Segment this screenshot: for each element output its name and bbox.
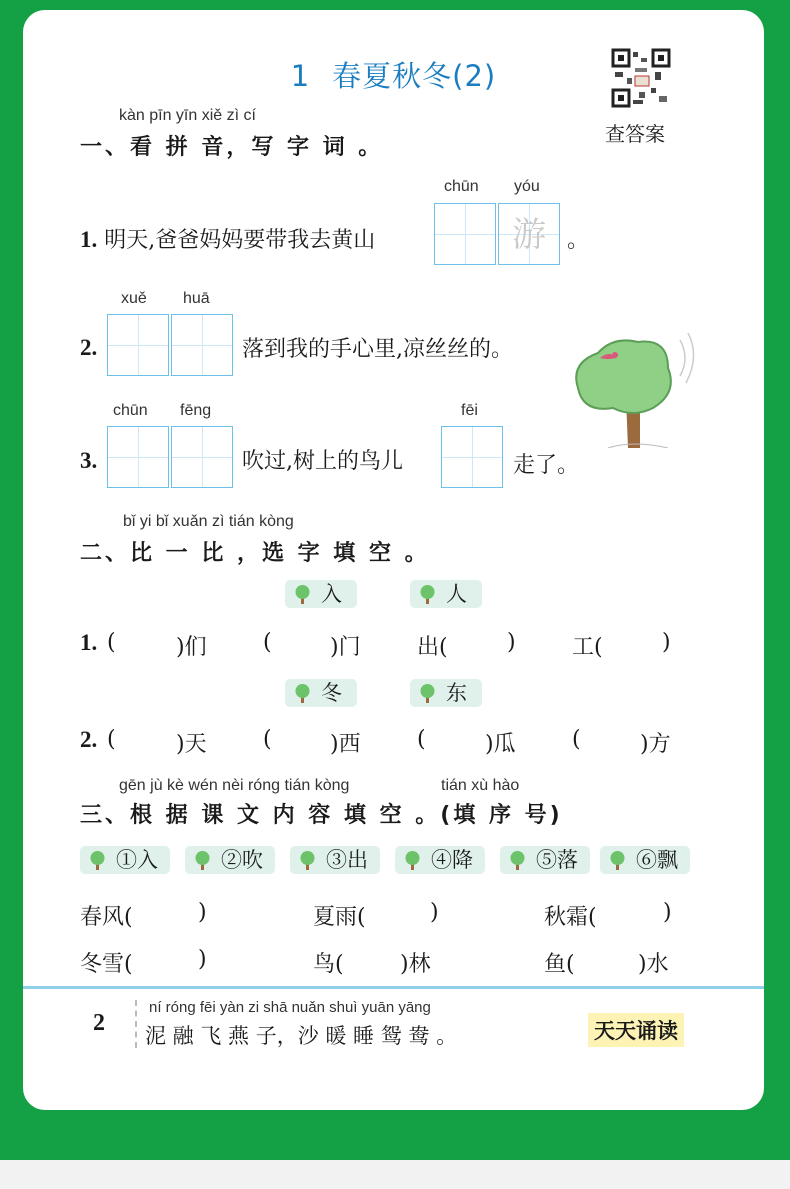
q1-pinyin-2: yóu [514, 178, 540, 195]
section3-pinyin-2: tián xù hào [441, 777, 520, 794]
option-4: ④降 [395, 846, 485, 874]
tree-icon [606, 849, 630, 871]
option-chip-dong-east: 东 [410, 679, 482, 707]
section1-heading: 一、看 拼 音，写 字 词 。 [80, 135, 384, 160]
worksheet-page [23, 10, 764, 1110]
tree-icon [191, 849, 215, 871]
daily-reading-label: 天天诵读 [588, 1013, 684, 1047]
q3-pinyin-2: fēng [180, 402, 212, 419]
s3-row2: 冬雪( ) 鸟( )林 鱼( )水 [80, 947, 669, 977]
option-chip-ren: 人 [410, 580, 482, 608]
option-1: ①入 [80, 846, 170, 874]
tree-icon [291, 583, 315, 605]
qr-code-icon[interactable] [611, 48, 671, 108]
section2-pinyin: bǐ yi bǐ xuǎn zì tián kòng [123, 513, 294, 530]
section2-heading: 二、比 一 比 ，选 字 填 空 。 [80, 541, 430, 566]
s3-row1: 春风( ) 夏雨( ) 秋霜( ) [80, 900, 672, 930]
check-answers-label: 查答案 [605, 122, 665, 146]
footer-divider [23, 986, 764, 989]
option-3: ③出 [290, 846, 380, 874]
s2-row1: 1. ( )们 ( )门 出( ) 工( ) [80, 630, 671, 660]
q3-answer-box-1[interactable] [107, 426, 169, 488]
option-6: ⑥飘 [600, 846, 690, 874]
q1-line: 1. 明天,爸爸妈妈要带我去黄山 [80, 227, 376, 253]
footer-pinyin: ní róng fēi yàn zi shā nuǎn shuì yuān yāng [149, 999, 431, 1016]
q1-answer-box-2[interactable]: 游 [498, 203, 560, 265]
footer-dashed-line [135, 1000, 137, 1048]
q3-pinyin-3: fēi [461, 402, 478, 419]
q2-answer-box-1[interactable] [107, 314, 169, 376]
q2-num: 2. [80, 335, 98, 360]
option-chip-ru: 入 [285, 580, 357, 608]
tree-icon [506, 849, 530, 871]
option-chip-dong-winter: 冬 [285, 679, 357, 707]
q1-end: 。 [567, 228, 590, 253]
q3-text: 吹过,树上的鸟儿 [242, 449, 403, 474]
s2-row2: 2. ( )天 ( )西 ( )瓜 ( )方 [80, 727, 671, 757]
section3-heading: 三、根 据 课 文 内 容 填 空 。(填 序 号) [80, 803, 563, 828]
tree-icon [291, 682, 315, 704]
q3-end: 走了。 [513, 453, 580, 478]
q2-pinyin-2: huā [183, 290, 210, 307]
q3-answer-box-2[interactable] [171, 426, 233, 488]
section1-pinyin: kàn pīn yīn xiě zì cí [119, 107, 256, 124]
section3-pinyin: gēn jù kè wén nèi róng tián kòng [119, 777, 350, 794]
tree-icon [86, 849, 110, 871]
tree-illustration [568, 328, 708, 448]
option-5: ⑤落 [500, 846, 590, 874]
q2-answer-box-2[interactable] [171, 314, 233, 376]
tree-icon [401, 849, 425, 871]
q1-answer-box-1[interactable] [434, 203, 496, 265]
page-number: 2 [93, 1010, 105, 1036]
tree-icon [416, 682, 440, 704]
option-2: ②吹 [185, 846, 275, 874]
q2-text: 落到我的手心里,凉丝丝的。 [242, 337, 513, 362]
q2-pinyin-1: xuě [121, 290, 147, 307]
q1-pinyin-1: chūn [444, 178, 479, 195]
q3-pinyin-1: chūn [113, 402, 148, 419]
q3-num: 3. [80, 448, 98, 473]
page-title: 1 春夏秋冬(2) [290, 59, 497, 93]
q3-answer-box-3[interactable] [441, 426, 503, 488]
footer-poem: 泥 融 飞 燕 子，沙 暖 睡 鸳 鸯 。 [145, 1024, 458, 1048]
tree-icon [296, 849, 320, 871]
tree-icon [416, 583, 440, 605]
